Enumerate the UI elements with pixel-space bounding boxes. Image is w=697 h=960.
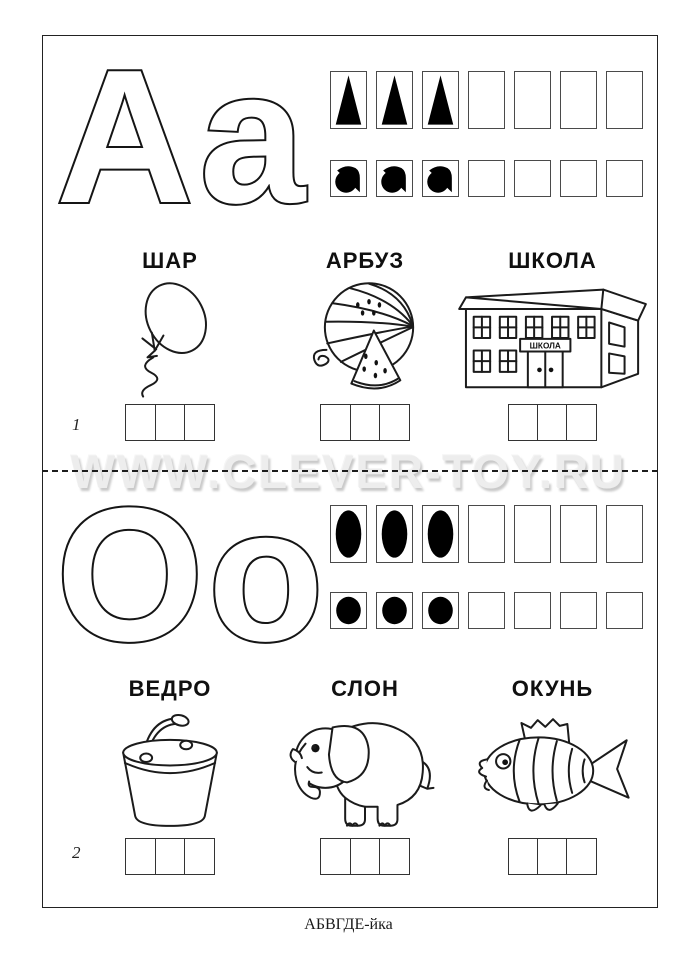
letter-box xyxy=(125,838,156,875)
letter-strip-shkola xyxy=(508,404,598,441)
trace-cell-empty xyxy=(468,505,505,563)
trace-cell-empty xyxy=(560,160,597,197)
trace-cell-empty xyxy=(468,71,505,129)
letter-strip-slon xyxy=(320,838,410,875)
big-letters-Oo xyxy=(52,482,352,667)
footer-title: АБВГДЕ-йка xyxy=(304,916,393,933)
letter-box xyxy=(155,404,186,441)
trace-cell-empty xyxy=(606,505,643,563)
letter-box xyxy=(566,404,597,441)
trace-cell-empty xyxy=(606,71,643,129)
elephant-drawing xyxy=(285,704,445,832)
trace-cell-dashed xyxy=(376,160,413,197)
letter-box xyxy=(320,838,351,875)
trace-cell-empty xyxy=(468,160,505,197)
trace-row-lower-o xyxy=(330,592,643,629)
trace-row-upper-O xyxy=(330,505,643,563)
letter-strip-shar xyxy=(125,404,215,441)
school-sign-text: ШКОЛА xyxy=(529,341,561,351)
trace-cell-empty xyxy=(560,505,597,563)
trace-cell-dashed xyxy=(422,592,459,629)
school-drawing xyxy=(454,278,652,396)
trace-cell-dashed xyxy=(376,505,413,563)
word-column-shar xyxy=(75,248,265,441)
letter-box xyxy=(537,404,568,441)
page-number-2: 2 xyxy=(72,843,81,862)
trace-cell-empty xyxy=(514,592,551,629)
trace-cell-dashed xyxy=(422,160,459,197)
trace-cell-empty xyxy=(560,71,597,129)
trace-cell-dashed xyxy=(422,71,459,129)
trace-cell-solid xyxy=(330,505,367,563)
word-label-vedro: ВЕДРО xyxy=(128,676,212,701)
letter-box xyxy=(125,404,156,441)
letter-strip-arbuz xyxy=(320,404,410,441)
word-label-shar: ШАР xyxy=(142,248,198,273)
balloon-drawing xyxy=(105,276,235,398)
bucket-drawing xyxy=(106,705,234,831)
letter-box xyxy=(537,838,568,875)
big-letters-Oo-text: Оо xyxy=(56,482,328,667)
word-column-shkola xyxy=(450,248,655,441)
fish-drawing xyxy=(464,707,642,829)
word-column-vedro xyxy=(75,676,265,875)
word-label-okun: ОКУНЬ xyxy=(511,676,594,701)
trace-row-lower-a xyxy=(330,160,643,197)
trace-cell-dashed xyxy=(376,592,413,629)
cut-line xyxy=(42,470,658,472)
watermelon-drawing xyxy=(299,276,431,398)
letter-box xyxy=(184,404,215,441)
letter-box xyxy=(379,838,410,875)
word-column-arbuz xyxy=(280,248,450,441)
word-label-arbuz: АРБУЗ xyxy=(325,248,405,273)
trace-cell-solid xyxy=(330,592,367,629)
trace-cell-empty xyxy=(468,592,505,629)
page-number-1: 1 xyxy=(72,415,81,434)
trace-cell-solid xyxy=(330,71,367,129)
big-letters-Aa xyxy=(52,44,352,229)
letter-strip-okun xyxy=(508,838,598,875)
trace-cell-dashed xyxy=(422,505,459,563)
trace-cell-empty xyxy=(606,592,643,629)
trace-cell-empty xyxy=(514,505,551,563)
word-label-shkola: ШКОЛА xyxy=(508,248,597,273)
trace-cell-empty xyxy=(514,71,551,129)
letter-box xyxy=(508,838,539,875)
trace-row-upper-A xyxy=(330,71,643,129)
word-column-okun xyxy=(450,676,655,875)
letter-box xyxy=(379,404,410,441)
letter-box xyxy=(566,838,597,875)
letter-box xyxy=(155,838,186,875)
letter-box xyxy=(350,404,381,441)
letter-box xyxy=(320,404,351,441)
letter-box xyxy=(350,838,381,875)
trace-cell-empty xyxy=(514,160,551,197)
watermark-text: WWW.CLEVER-TOY.RU xyxy=(70,445,627,498)
big-letters-Aa-text: Аа xyxy=(56,44,310,229)
word-label-slon: СЛОН xyxy=(331,676,399,701)
trace-cell-dashed xyxy=(376,71,413,129)
trace-cell-empty xyxy=(560,592,597,629)
letter-box xyxy=(184,838,215,875)
letter-strip-vedro xyxy=(125,838,215,875)
letter-box xyxy=(508,404,539,441)
trace-cell-solid xyxy=(330,160,367,197)
trace-cell-empty xyxy=(606,160,643,197)
word-column-slon xyxy=(280,676,450,875)
